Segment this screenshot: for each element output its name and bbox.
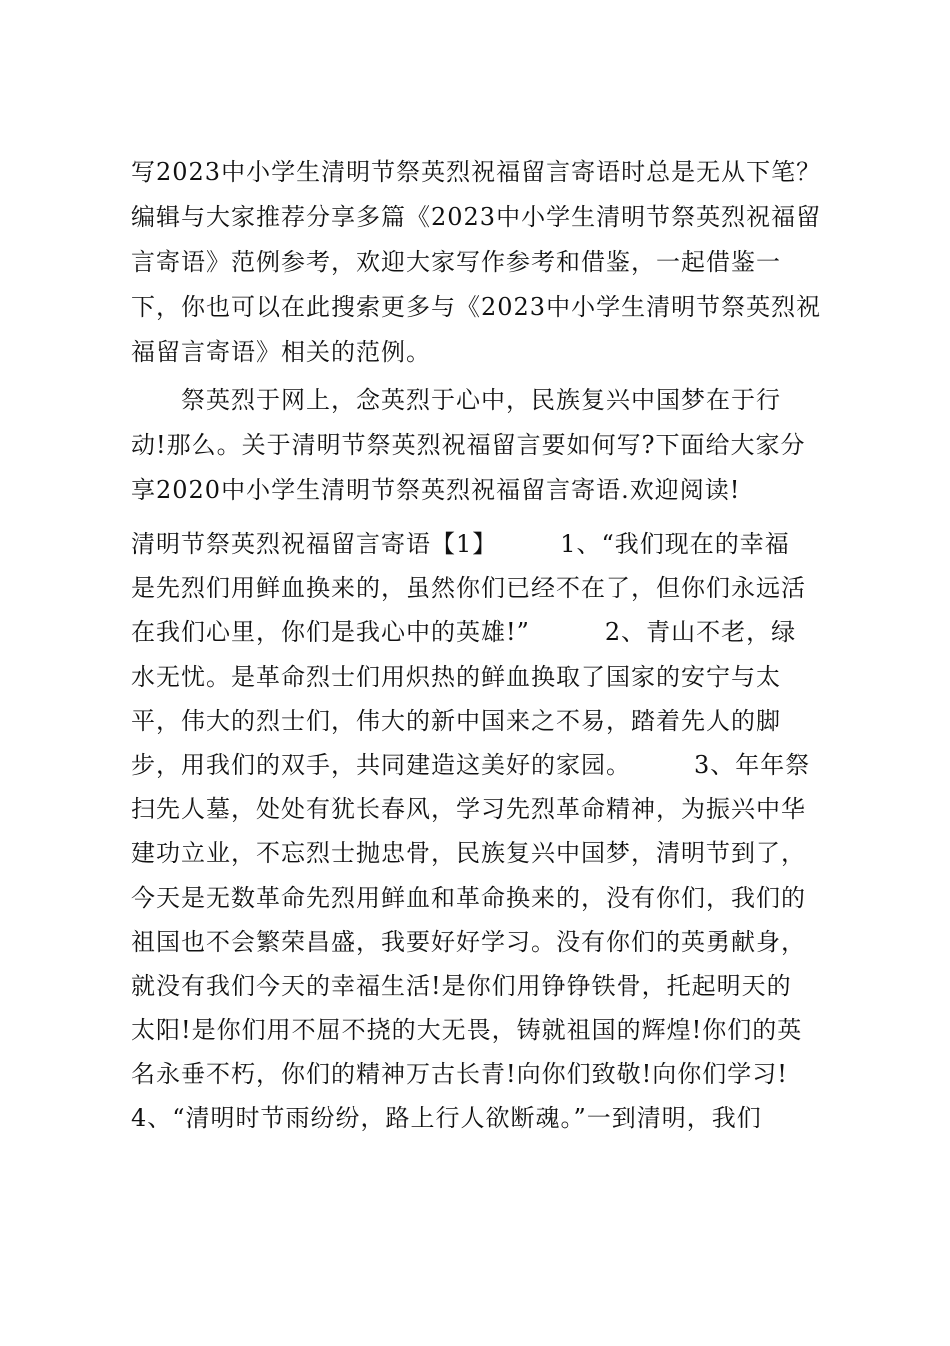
lead-paragraph — [131, 378, 831, 513]
text-line: 祭英烈于网上，念英烈于心中，民族复兴中国梦在于行 — [131, 386, 781, 414]
text-line: 福留言寄语》相关的范例。 — [131, 338, 431, 366]
text-line: 祖国也不会繁荣昌盛，我要好好学习。没有你们的英勇献身， — [131, 927, 806, 956]
text-line: 4、“清明时节雨纷纷，路上行人欲断魂。”一到清明，我们 — [131, 1104, 762, 1133]
text-line: 扫先人墓，处处有犹长春风，学习先烈革命精神，为振兴中华 — [131, 795, 806, 824]
text-line: 在我们心里，你们是我心中的英雄!” 2、青山不老，绿 — [131, 618, 797, 647]
text-line: 太阳!是你们用不屈不挠的大无畏，铸就祖国的辉煌!你们的英 — [131, 1016, 803, 1045]
text-line: 是先烈们用鲜血换来的，虽然你们已经不在了，但你们永远活 — [131, 574, 806, 603]
text-line: 水无忧。是革命烈士们用炽热的鲜血换取了国家的安宁与太 — [131, 662, 781, 691]
text-line: 编辑与大家推荐分享多篇《2023中小学生清明节祭英烈祝福留 — [131, 203, 822, 231]
text-line: 清明节祭英烈祝福留言寄语【1】 1、“我们现在的幸福 — [131, 530, 790, 558]
text-line: 建功立业，不忘烈士抛忠骨，民族复兴中国梦，清明节到了， — [131, 839, 806, 868]
text-line: 写2023中小学生清明节祭英烈祝福留言寄语时总是无从下笔？ — [131, 158, 822, 186]
text-line: 动!那么。关于清明节祭英烈祝福留言要如何写?下面给大家分 — [131, 431, 806, 459]
text-line: 今天是无数革命先烈用鲜血和革命换来的，没有你们，我们的 — [131, 883, 806, 912]
text-line: 名永垂不朽，你们的精神万古长青!向你们致敬!向你们学习! — [131, 1060, 788, 1089]
text-line: 平，伟大的烈士们，伟大的新中国来之不易，踏着先人的脚 — [131, 706, 781, 735]
text-line: 步，用我们的双手，共同建造这美好的家园。 3、年年祭 — [131, 750, 811, 779]
text-line: 享2020中小学生清明节祭英烈祝福留言寄语.欢迎阅读! — [131, 476, 741, 504]
messages-paragraph — [131, 522, 831, 1141]
text-line: 言寄语》范例参考，欢迎大家写作参考和借鉴，一起借鉴一 — [131, 248, 781, 276]
text-line: 下，你也可以在此搜索更多与《2023中小学生清明节祭英烈祝 — [131, 293, 822, 321]
intro-paragraph — [131, 150, 831, 375]
text-line: 就没有我们今天的幸福生活!是你们用铮铮铁骨，托起明天的 — [131, 971, 792, 1000]
